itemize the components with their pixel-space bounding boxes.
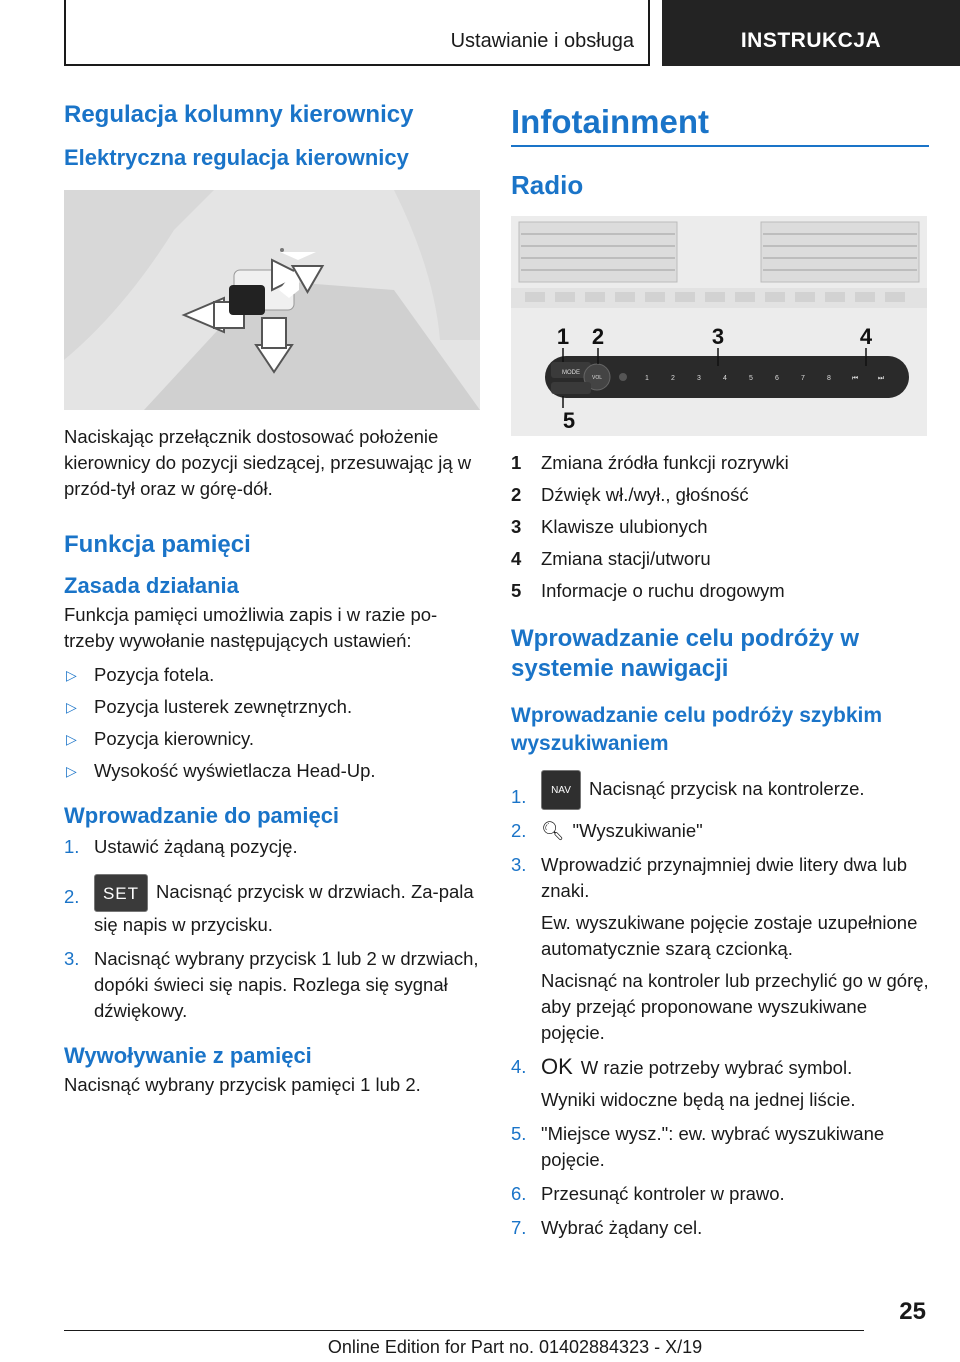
ok-icon: OK (541, 1054, 573, 1079)
electric-adjust-heading: Elektryczna regulacja kierownicy (64, 145, 409, 170)
list-item: 5 Informacje o ruchu drogowym (511, 580, 785, 601)
list-item: 5. "Miejsce wysz.": ew. wybrać wyszukiwane pojęcie. (511, 1123, 885, 1170)
nav-steps-list (511, 770, 929, 1241)
recall-memory-heading: Wywoływanie z pamięci (64, 1043, 312, 1068)
radio-callout: 3 (711, 324, 725, 349)
steering-adjust-image (64, 190, 480, 410)
mode-button-label: MODE (562, 370, 580, 376)
preset-label: 6 (775, 375, 779, 382)
prev-track-icon: ⏮ (851, 375, 859, 382)
step3-note-1: Ew. wyszukiwane pojęcie zostaje uzupełnione automatycznie szarą czcionką. (541, 912, 918, 959)
preset-label: 7 (801, 375, 805, 382)
list-item: 4. OK W razie potrzeby wybrać symbol. Wyniki widoczne będą na jednej liście. (511, 1054, 929, 1113)
radio-callout: 1 (556, 324, 570, 349)
list-item: ▷ Pozycja kierownicy. (64, 726, 482, 752)
header-tab (662, 0, 960, 66)
recall-text: Nacisnąć wybrany przycisk pamięci 1 lub 2. (64, 1074, 421, 1095)
preset-label: 8 (827, 375, 831, 382)
search-icon: 🔍︎ (541, 820, 565, 841)
triangle-bullet-icon: ▷ (66, 667, 77, 683)
header-tab-label: INSTRUKCJA (740, 29, 882, 52)
preset-label: 2 (671, 375, 675, 382)
page-header (64, 0, 960, 66)
left-column (64, 100, 482, 1098)
list-item: 2 Dźwięk wł./wył., głośność (511, 484, 749, 505)
next-track-icon: ⏭ (877, 375, 885, 382)
list-item: ▷ Wysokość wyświetlacza Head-Up. (64, 758, 482, 784)
list-item: 2. 🔍︎ "Wyszukiwanie" (511, 820, 703, 841)
radio-callout: 5 (562, 408, 576, 433)
nav-destination-heading: Wprowadzanie celu podróży w systemie nawigacji (511, 625, 860, 682)
list-item: 3. Nacisnąć wybrany przycisk 1 lub 2 w drzwiach, dopóki świeci się napis. Rozlega się sygnał dźwiękowy. (64, 948, 479, 1021)
list-item: 1 Zmiana źródła funkcji rozrywki (511, 452, 789, 473)
steering-column-heading: Regulacja kolumny kierownicy (64, 101, 414, 128)
triangle-bullet-icon: ▷ (66, 731, 77, 747)
list-item: 4 Zmiana stacji/utworu (511, 548, 711, 569)
step3-note-2: Nacisnąć na kontroler lub przechylić go w górę, aby przejąć proponowane wyszukiwane pojęcie. (541, 970, 929, 1043)
triangle-bullet-icon: ▷ (66, 699, 77, 715)
header-section-box (64, 0, 650, 66)
page-number: 25 (899, 1298, 926, 1325)
list-item: ▷ Pozycja lusterek zewnętrznych. (64, 694, 482, 720)
right-column-body (511, 170, 929, 1249)
list-item: 3. Wprowadzić przynajmniej dwie litery dwa lub znaki. Ew. wyszukiwane pojęcie zostaje uzupełnione automatycznie szarą czcionką. Nacisnąć na kontroler lub przechylić go w górę, aby przejąć proponowane wyszukiwane pojęcie. (511, 852, 929, 1046)
infotainment-heading: Infotainment (511, 103, 709, 140)
radio-callout: 4 (859, 324, 873, 349)
memory-bullet-list (64, 662, 482, 784)
header-section-title: Ustawianie i obsługa (450, 30, 634, 52)
preset-label: 3 (697, 375, 701, 382)
memory-function-heading: Funkcja pamięci (64, 531, 251, 558)
radio-callout: 2 (591, 324, 605, 349)
preset-label: 4 (723, 375, 727, 382)
heading-rule (511, 145, 929, 147)
list-item: 2. SET Nacisnąć przycisk w drzwiach. Za-pala się napis w przycisku. (64, 874, 482, 938)
electric-adjust-text: Naciskając przełącznik dostosować położenie kierownicy do pozycji siedzącej, przesuwając ją w przód-tył oraz w górę-dół. (64, 426, 472, 499)
quick-search-heading: Wprowadzanie celu podróży szybkim wyszukiwaniem (511, 704, 883, 755)
save-memory-heading: Wprowadzanie do pamięci (64, 803, 340, 828)
list-item: 1. Ustawić żądaną pozycję. (64, 836, 298, 857)
preset-label: 5 (749, 375, 753, 382)
step4-note: Wyniki widoczne będą na jednej liście. (541, 1089, 856, 1110)
nav-button-icon: NAV (541, 770, 581, 810)
radio-panel-illustration (511, 216, 927, 436)
principle-heading: Zasada działania (64, 573, 239, 598)
radio-heading: Radio (511, 170, 584, 200)
list-item: 7. Wybrać żądany cel. (511, 1217, 703, 1238)
preset-label: 1 (645, 375, 649, 382)
principle-text: Funkcja pamięci umożliwia zapis i w razie po-trzeby wywołanie następujących ustawień: (64, 604, 438, 651)
steering-switch-illustration (64, 190, 480, 410)
list-item: 6. Przesunąć kontroler w prawo. (511, 1183, 785, 1204)
footer-rule (64, 1330, 864, 1331)
radio-legend (511, 450, 929, 604)
save-steps-list (64, 834, 482, 1024)
set-button-icon: SET (94, 874, 148, 912)
radio-panel-image (511, 216, 927, 436)
list-item: 1. NAV Nacisnąć przycisk na kontrolerze. (511, 770, 929, 810)
vol-knob-label: VOL (591, 375, 603, 381)
list-item: 3 Klawisze ulubionych (511, 516, 708, 537)
right-column (511, 102, 929, 142)
triangle-bullet-icon: ▷ (66, 763, 77, 779)
footer-edition: Online Edition for Part no. 01402884323 - X/19 (327, 1337, 703, 1357)
list-item: ▷ Pozycja fotela. (64, 662, 482, 688)
